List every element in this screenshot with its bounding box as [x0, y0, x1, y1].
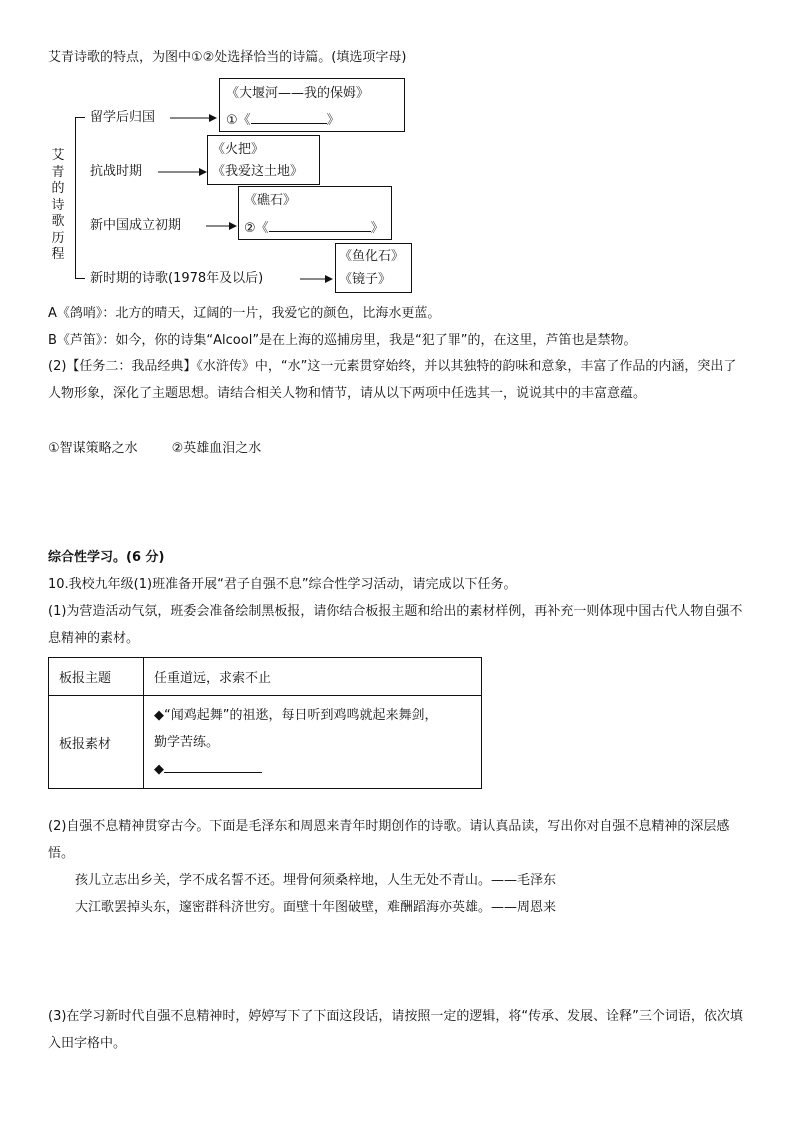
period-label: 新中国成立初期 — [90, 218, 182, 233]
box-poem: 《鱼化石》 — [339, 249, 405, 264]
question-10-3: (3)在学习新时代自强不息精神时，婷婷写下了下面这段话，请按照一定的逻辑，将“传承、发展、诠释”三个词语，依次填入田字格中。 — [48, 1009, 743, 1051]
vertical-char: 程 — [51, 247, 65, 262]
material-line: ◆“闻鸡起舞”的祖逖，每日听到鸡鸣就起来舞剑， — [154, 707, 438, 723]
poem-box-4 — [335, 243, 412, 293]
table-head-material: 板报素材 — [49, 696, 144, 789]
table-material-cell — [144, 696, 482, 789]
box-poem: 《礁石》 — [244, 193, 297, 208]
period-label: 抗战时期 — [90, 164, 143, 179]
vertical-char: 历 — [51, 230, 65, 246]
vertical-char: 的 — [51, 181, 65, 196]
vertical-char: 艾 — [51, 148, 65, 163]
poem-box-2 — [207, 135, 320, 185]
question-10-1: (1)为营造活动气氛，班委会准备绘制黑板报，请你结合板报主题和给出的素材样例，再补充一则体现中国古代人物自强不息精神的素材。 — [48, 604, 743, 646]
material-line: 勤学苦练。 — [154, 734, 220, 750]
option-a: A《鸽哨》：北方的晴天，辽阔的一片，我爱它的颜色，比海水更蓝。 — [48, 306, 441, 321]
vertical-char: 青 — [51, 164, 65, 180]
box-poem: 《大堰河——我的保姆》 — [226, 86, 370, 101]
poem-box-3 — [238, 186, 392, 240]
box-poem: 《镜子》 — [339, 272, 392, 287]
task2-prompt: (2)【任务二：我品经典】《水浒传》中，“水”这一元素贯穿始终，并以其独特的韵味和意象，丰富了作品的内涵，突出了人物形象，深化了主题思想。请结合相关人物和情节，请从以下两项中任选其一，说说其中的丰富意蕴。 — [48, 359, 737, 401]
vertical-char: 歌 — [51, 214, 65, 229]
task2-choice-1: ①智谋策略之水 — [48, 441, 138, 456]
box-blank-line: ②《 》 — [244, 217, 384, 238]
box-poem: 《火把》 — [212, 142, 265, 157]
table-head-theme: 板报主题 — [49, 658, 144, 696]
answer-blank-1[interactable] — [251, 109, 327, 124]
poem-zhou: 大江歌罢掉头东，邃密群科济世穷。面壁十年图破壁，难酬蹈海亦英雄。——周恩来 — [75, 900, 557, 915]
vertical-char: 诗 — [51, 197, 65, 213]
poem-mao: 孩儿立志出乡关，学不成名誓不还。埋骨何须桑梓地，人生无处不青山。——毛泽东 — [75, 873, 557, 888]
material-answer-line: ◆ — [154, 756, 471, 783]
question-10-2: (2)自强不息精神贯穿古今。下面是毛泽东和周恩来青年时期创作的诗歌。请认真品读，写出你对自强不息精神的深层感悟。 — [48, 819, 730, 861]
material-answer-blank[interactable] — [164, 758, 262, 773]
question-10: 10.我校九年级(1)班准备开展“君子自强不息”综合性学习活动，请完成以下任务。 — [48, 577, 517, 592]
blackboard-table — [48, 657, 482, 789]
option-b: B《芦笛》：如今，你的诗集“Alcool”是在上海的巡捕房里，我是“犯了罪”的，在这里，芦笛也是禁物。 — [48, 333, 637, 348]
section-heading: 综合性学习。(6 分) — [48, 550, 165, 565]
task2-choice-2: ②英雄血泪之水 — [171, 441, 262, 456]
poem-box-1 — [219, 78, 405, 132]
task2-choices — [48, 440, 261, 458]
box-blank-line: ①《 》 — [226, 109, 340, 130]
period-label: 留学后归国 — [90, 110, 156, 125]
answer-blank-2[interactable] — [269, 217, 371, 232]
period-label: 新时期的诗歌(1978年及以后) — [90, 271, 264, 286]
box-poem: 《我爱这土地》 — [212, 164, 304, 179]
intro-text: 艾青诗歌的特点，为图中①②处选择恰当的诗篇。(填选项字母) — [48, 50, 407, 65]
table-theme-value: 任重道远，求索不止 — [144, 658, 482, 696]
